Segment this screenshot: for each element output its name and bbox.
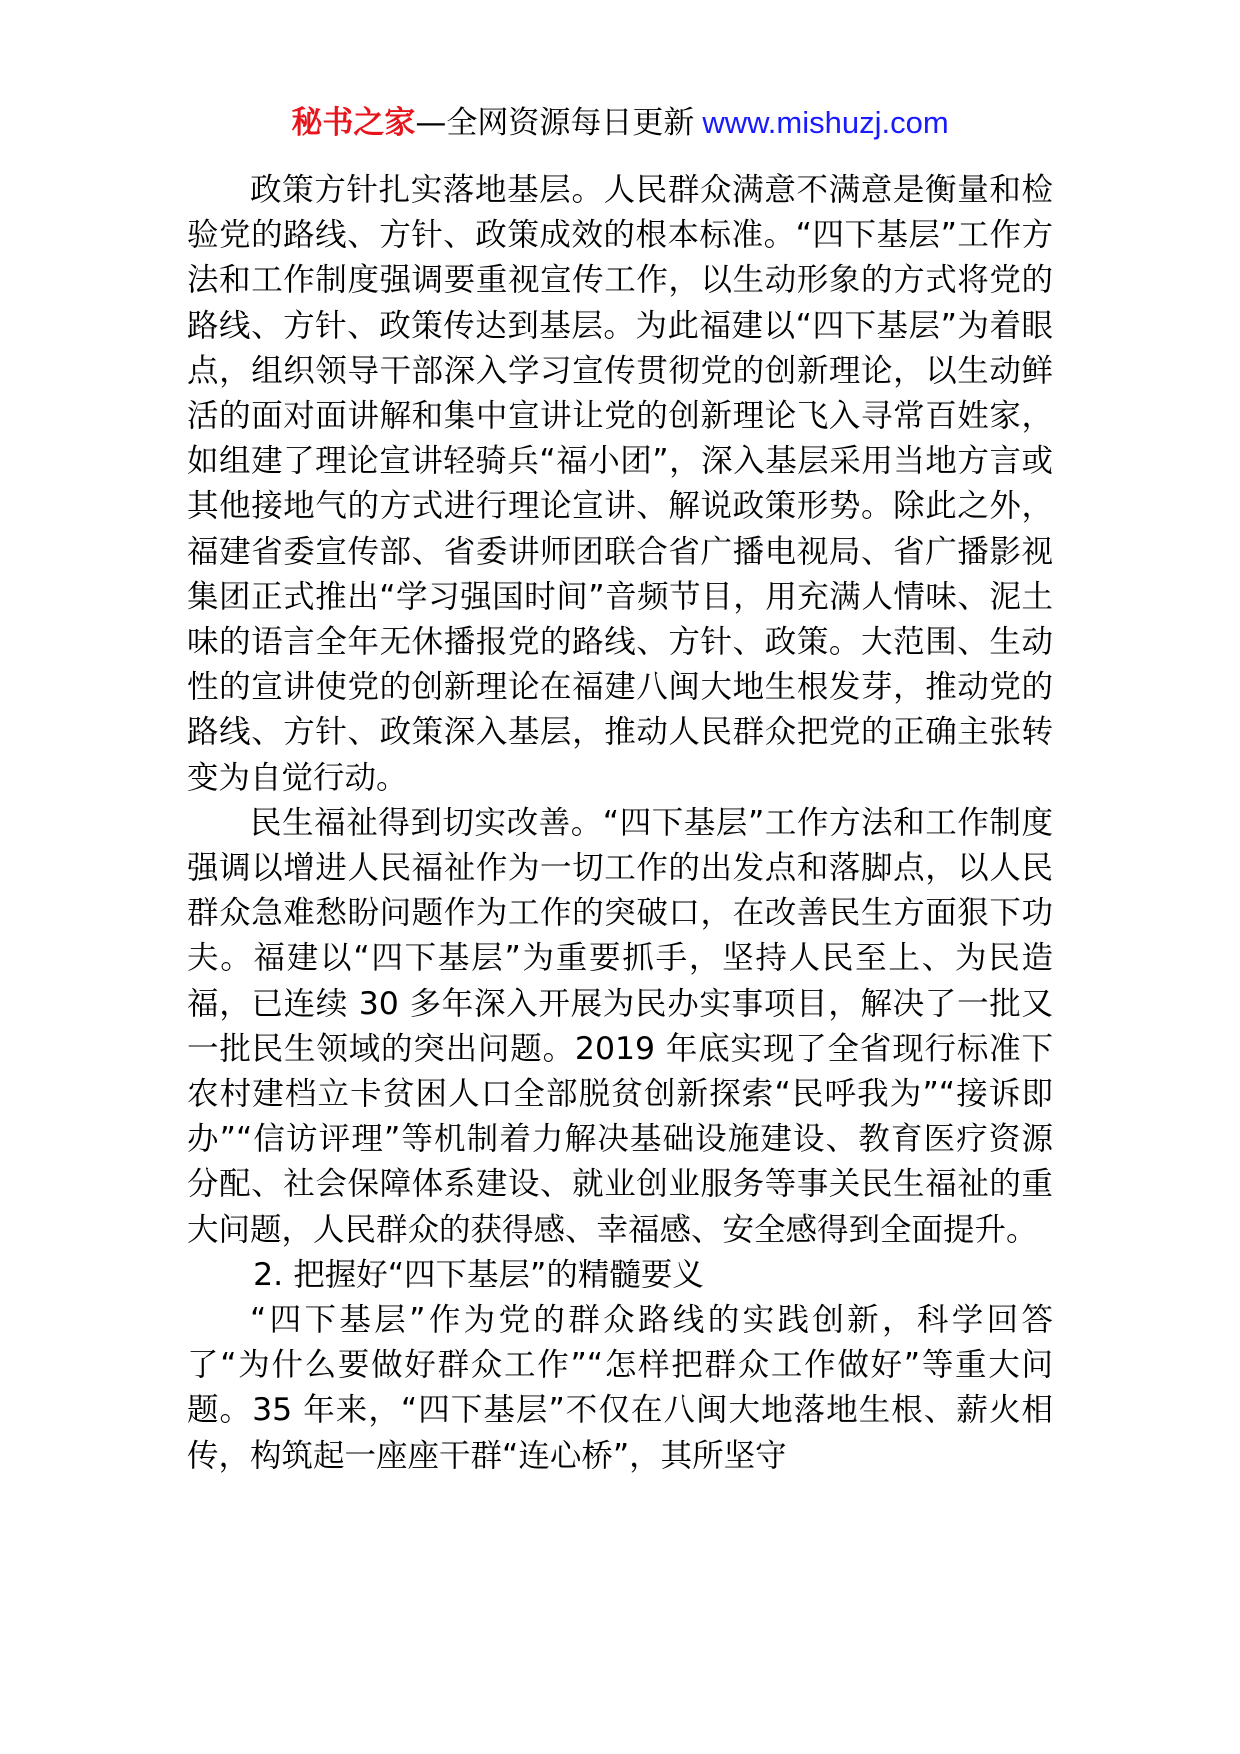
paragraph-essence: “四下基层”作为党的群众路线的实践创新，科学回答了“为什么要做好群众工作”“怎样把群众工作做好”等重大问题。35 年来，“四下基层”不仅在八闽大地落地生根、薪火相传，构筑起一座座干群“连心桥”，其所坚守: [187, 1302, 1053, 1474]
document-body: [187, 168, 1053, 1479]
site-tagline: —全网资源每日更新: [415, 105, 695, 141]
site-brand: 秘书之家: [291, 105, 416, 141]
paragraph-policy: 政策方针扎实落地基层。人民群众满意不满意是衡量和检验党的路线、方针、政策成效的根本标准。“四下基层”工作方法和工作制度强调要重视宣传工作，以生动形象的方式将党的路线、方针、政策传达到基层。为此福建以“四下基层”为着眼点，组织领导干部深入学习宣传贯彻党的创新理论，以生动鲜活的面对面讲解和集中宣讲让党的创新理论飞入寻常百姓家，如组建了理论宣讲轻骑兵“福小团”，深入基层采用当地方言或其他接地气的方式进行理论宣讲、解说政策形势。除此之外，福建省委宣传部、省委讲师团联合省广播电视局、省广播影视集团正式推出“学习强国时间”音频节目，用充满人情味、泥土味的语言全年无休播报党的路线、方针、政策。大范围、生动性的宣讲使党的创新理论在福建八闽大地生根发芽，推动党的路线、方针、政策深入基层，推动人民群众把党的正确主张转变为自觉行动。: [187, 172, 1053, 796]
site-url-link[interactable]: www.mishuzj.com: [702, 105, 949, 140]
page-header: [0, 103, 1240, 143]
paragraph-livelihood: 民生福祉得到切实改善。“四下基层”工作方法和工作制度强调以增进人民福祉作为一切工作的出发点和落脚点，以人民群众急难愁盼问题作为工作的突破口，在改善民生方面狠下功夫。福建以“四下基层”为重要抓手，坚持人民至上、为民造福，已连续 30 多年深入开展为民办实事项目，解决了一批又一批民生领域的突出问题。2019 年底实现了全省现行标准下农村建档立卡贫困人口全部脱贫创新探索“民呼我为”“接诉即办”“信访评理”等机制着力解决基础设施建设、教育医疗资源分配、社会保障体系建设、就业创业服务等事关民生福祉的重大问题，人民群众的获得感、幸福感、安全感得到全面提升。: [187, 804, 1053, 1248]
section-heading: 2. 把握好“四下基层”的精髓要义: [253, 1256, 704, 1293]
